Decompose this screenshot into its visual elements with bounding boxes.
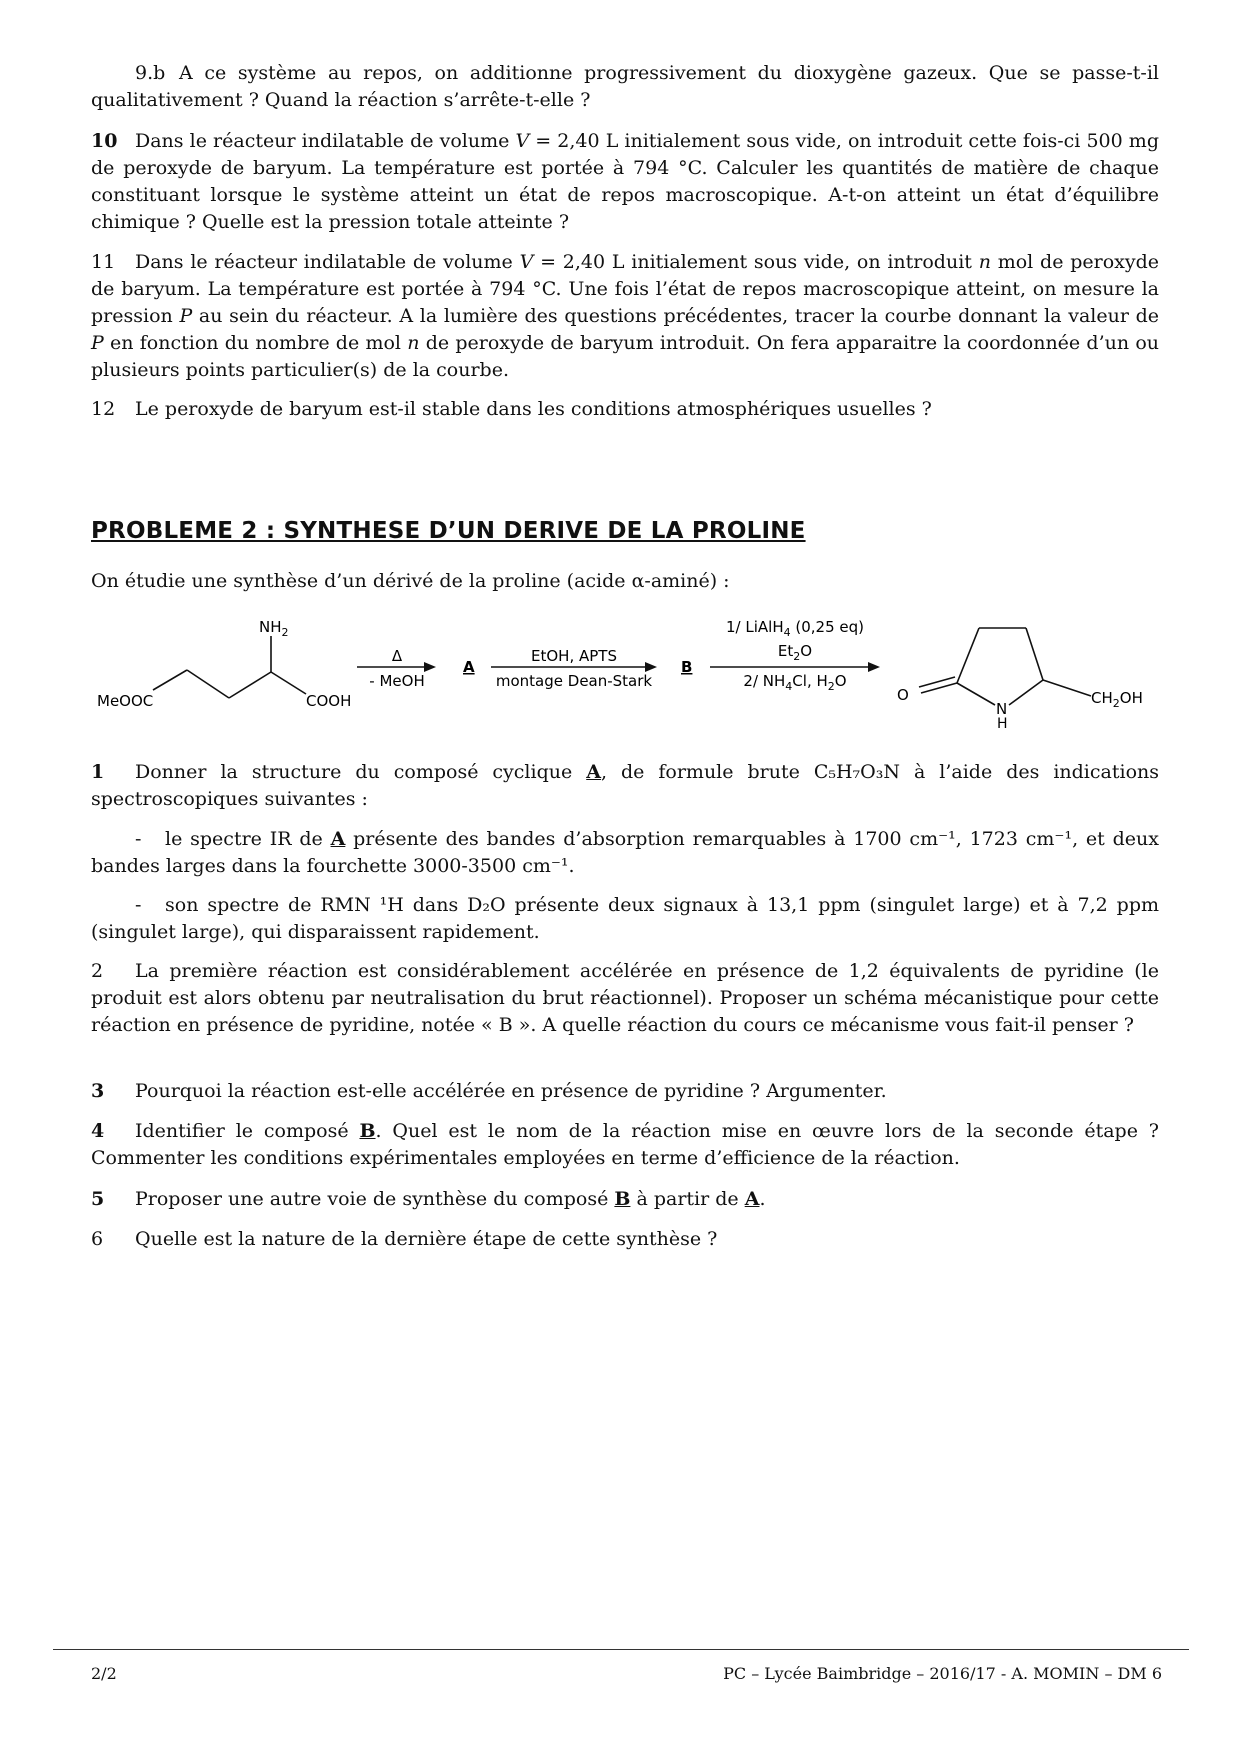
question-text: Donner la structure du composé cyclique [135, 761, 587, 783]
question-11 [91, 249, 1159, 384]
cooh-label: COOH [306, 692, 352, 710]
page-number: 2/2 [91, 1664, 117, 1683]
question-text: au sein du réacteur. A la lumière des questions précédentes, tracer la courbe donnant la valeur de [192, 305, 1159, 327]
problem-intro: On étudie une synthèse d’un dérivé de la proline (acide α-aminé) : [91, 570, 730, 592]
starting-material-skeleton [153, 636, 306, 698]
question-text: de peroxyde de baryum introduit. On fera apparaitre la coordonnée d’un ou plusieurs points particulier(s) de la courbe. [91, 332, 1160, 381]
question-text: Le peroxyde de baryum est-il stable dans les conditions atmosphériques usuelles ? [135, 398, 932, 420]
arrow-2-condition-bottom: montage Dean-Stark [495, 672, 653, 690]
p2-question-6 [91, 1226, 1159, 1253]
question-text: à l’aide des indications spectroscopiques suivantes : [91, 761, 1159, 810]
nh2-label: $NH_2$ [259, 618, 289, 639]
p2-question-2 [91, 958, 1159, 1039]
arrow-3-condition-2: $Et_2O$ [777, 642, 813, 663]
question-number: 4 [91, 1120, 105, 1142]
variable-p: P [91, 332, 104, 354]
meooc-label: MeOOC [97, 692, 154, 710]
variable-n: n [978, 251, 991, 273]
question-text: Proposer une autre voie de synthèse du composé [135, 1188, 615, 1210]
question-number: 1 [91, 761, 105, 783]
arrow-3-condition-1: 1/ LiAlH$_4$ (0,25 eq) [726, 618, 864, 639]
arrow-1-condition-bottom: - MeOH [369, 672, 425, 690]
product-oxygen: O [897, 686, 909, 704]
question-text: . [759, 1188, 766, 1210]
question-10 [91, 128, 1159, 236]
footer-rule [53, 1649, 1189, 1650]
question-text: présente des bandes d’absorption remarquables à 1700 cm⁻¹, 1723 cm⁻¹, et deux bandes larges dans la fourchette 3000-3500 cm⁻¹. [91, 828, 1159, 877]
question-number: 5 [91, 1188, 105, 1210]
compound-a-ref: A [330, 828, 346, 850]
question-9b [91, 60, 1159, 114]
question-text: Identifier le composé [135, 1120, 360, 1142]
question-number: 10 [91, 130, 118, 152]
question-number: 11 [91, 251, 116, 273]
question-text: . Quel est le nom de la réaction mise en œuvre lors de la seconde étape ? Commenter les conditions expérimentales employées en terme d’efficience de la réaction. [91, 1120, 1159, 1169]
question-text: Quelle est la nature de la dernière étape de cette synthèse ? [135, 1228, 718, 1250]
problem-title: PROBLEME 2 : SYNTHESE D’UN DERIVE DE LA PROLINE [91, 518, 806, 544]
question-number: 2 [91, 960, 104, 982]
question-text: , de formule brute [600, 761, 814, 783]
p2-question-4 [91, 1118, 1159, 1172]
p2-q1-nmr-point [91, 892, 1159, 946]
p2-question-5 [91, 1186, 1159, 1213]
product-nitrogen: N [996, 700, 1008, 718]
product-skeleton [919, 628, 1091, 705]
compound-b-ref: B [614, 1188, 631, 1210]
compound-a-ref: A [586, 761, 601, 783]
question-text: en fonction du nombre de mol [103, 332, 408, 354]
question-text: = 2,40 L initialement sous vide, on introduit [533, 251, 979, 273]
p2-question-3 [91, 1078, 1159, 1105]
footer-info: PC – Lycée Baimbridge – 2016/17 - A. MOMIN – DM 6 [723, 1664, 1162, 1683]
question-text: Dans le réacteur indilatable de volume [135, 251, 520, 273]
compound-b-label: B [681, 658, 693, 676]
question-number: 12 [91, 398, 116, 420]
molecular-formula: C₅H₇O₃N [813, 761, 900, 783]
arrow-step-3 [710, 662, 880, 672]
reaction-scheme [91, 610, 1171, 730]
question-text: Dans le réacteur indilatable de volume [135, 130, 516, 152]
question-text: = 2,40 L initialement sous vide, on introduit cette fois-ci 500 mg de peroxyde de baryum. La température est portée à 794 °C. Calculer les quantités de matière de chaque constituant lorsque le système atteint un état de repos macroscopique. A-t-on atteint un état d’équilibre chimique ? Quelle est la pression totale atteinte ? [91, 130, 1159, 233]
arrow-3-condition-3: 2/ $NH_4Cl$, $H_2O$ [743, 672, 847, 693]
question-text: son spectre de RMN ¹H dans D₂O présente deux signaux à 13,1 ppm (singulet large) et à 7,2 ppm (singulet large), qui disparaissent rapidement. [91, 894, 1159, 943]
compound-b-ref: B [359, 1120, 376, 1142]
product-ch2oh: $CH_2OH$ [1091, 689, 1143, 710]
question-text: le spectre IR de [165, 828, 331, 850]
question-text: Pourquoi la réaction est-elle accélérée en présence de pyridine ? Argumenter. [135, 1080, 887, 1102]
p2-q1-ir-point [91, 826, 1159, 880]
variable-v: V [515, 130, 530, 152]
question-12 [91, 396, 1159, 423]
variable-p: P [179, 305, 193, 327]
question-number: 3 [91, 1080, 105, 1102]
question-text: La première réaction est considérablement accélérée en présence de 1,2 équivalents de pyridine (le produit est alors obtenu par neutralisation du brut réactionnel). Proposer un schéma mécanistique pour cette réaction en présence de pyridine, notée « B ». A quelle réaction du cours ce mécanisme vous fait-il penser ? [91, 960, 1159, 1036]
question-number: 9.b [135, 62, 166, 84]
arrow-2-condition-top: EtOH, APTS [531, 647, 617, 665]
bullet-dash: - [135, 828, 142, 850]
question-text: mol de peroxyde de baryum. La température est portée à 794 °C. Une fois l’état de repos macroscopique atteint, on mesure la pression [91, 251, 1159, 327]
p2-question-1 [91, 759, 1159, 813]
product-hydrogen: H [997, 716, 1008, 730]
variable-n: n [407, 332, 420, 354]
bullet-dash: - [135, 894, 142, 916]
compound-a-label: A [463, 658, 475, 676]
question-number: 6 [91, 1228, 104, 1250]
question-text: A ce système au repos, on additionne progressivement du dioxygène gazeux. Que se passe-t-il qualitativement ? Quand la réaction s’arrête-t-elle ? [91, 62, 1159, 111]
variable-v: V [519, 251, 534, 273]
question-text: à partir de [630, 1188, 745, 1210]
arrow-1-condition-top: Δ [391, 647, 403, 665]
compound-a-ref: A [744, 1188, 760, 1210]
